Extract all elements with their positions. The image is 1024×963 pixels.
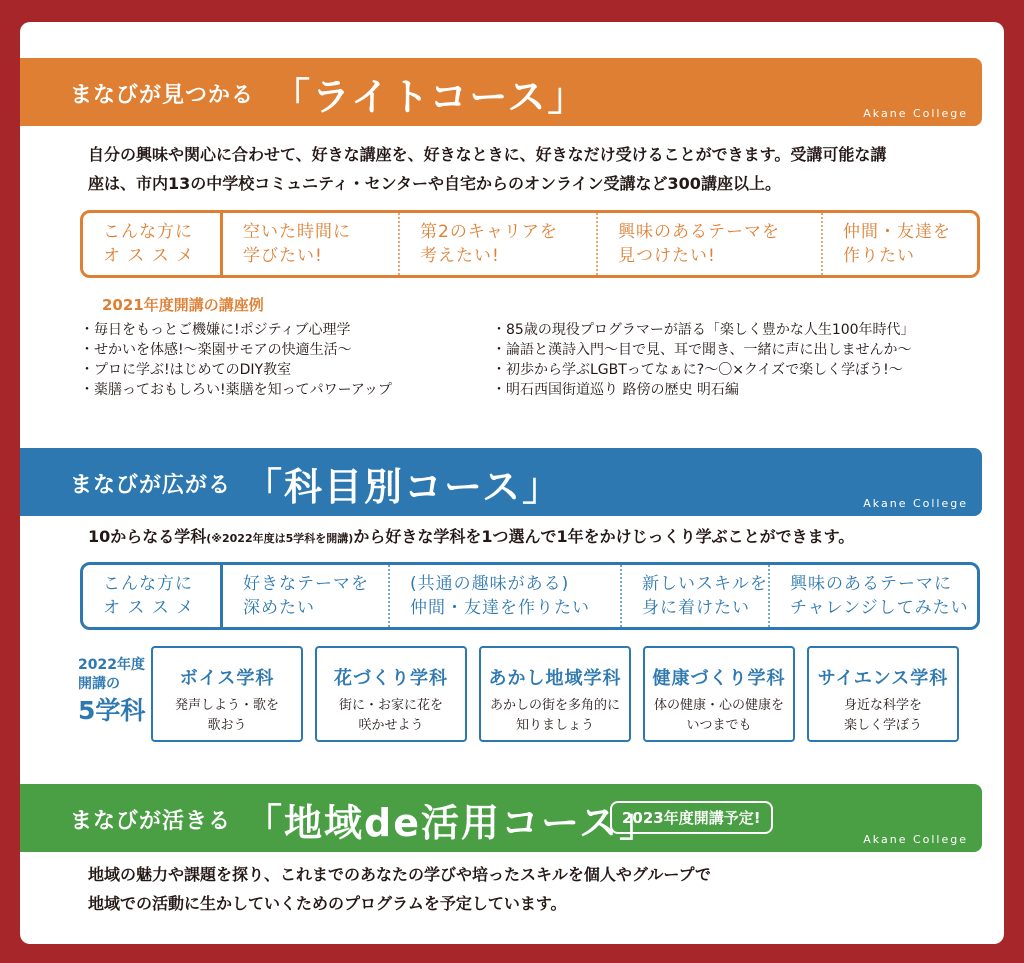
light-recommend-box	[80, 210, 980, 278]
list-item: ・薬膳っておもしろい!薬膳を知ってパワーアップ	[80, 382, 392, 398]
local-desc-line1: 地域の魅力や課題を探り、これまでのあなたの学びや培ったスキルを個人やグループで	[88, 865, 712, 884]
local-course-lead: まなびが活きる	[70, 809, 232, 834]
recommend-header: こんな方に オ ス ス メ	[83, 565, 223, 627]
subject-recommend-box	[80, 562, 980, 630]
subjects-label: 2022年度 開講の 5学科	[78, 657, 146, 725]
light-course-lead: まなびが見つかる	[70, 83, 255, 108]
recommend-item: 興味のあるテーマに チャレンジしてみたい	[768, 565, 977, 627]
recommend-item: 仲間・友達を 作りたい	[821, 213, 977, 275]
schedule-badge: 2023年度開講予定!	[610, 801, 773, 834]
subject-course-brand: Akane College	[863, 497, 968, 510]
list-item: ・85歳の現役プログラマーが語る「楽しく豊かな人生100年時代」	[492, 322, 915, 338]
recommend-item: 新しいスキルを 身に着けたい	[620, 565, 768, 627]
local-course-description	[88, 860, 711, 918]
subject-card-akashi: あかし地域学科 あかしの街を多角的に 知りましょう	[479, 646, 631, 742]
list-item: ・初歩から学ぶLGBTってなぁに?〜〇×クイズで楽しく学ぼう!〜	[492, 362, 903, 378]
recommend-header: こんな方に オ ス ス メ	[83, 213, 223, 275]
list-item: ・論語と漢詩入門〜目で見、耳で聞き、一緒に声に出しませんか〜	[492, 342, 912, 358]
subject-card-science: サイエンス学科 身近な科学を 楽しく学ぼう	[807, 646, 959, 742]
local-course-brand: Akane College	[863, 833, 968, 846]
subject-card-health: 健康づくり学科 体の健康・心の健康を いつまでも	[643, 646, 795, 742]
subject-course-banner	[20, 448, 982, 516]
list-item: ・せかいを体感!〜楽園サモアの快適生活〜	[80, 342, 352, 358]
recommend-item: 第2のキャリアを 考えたい!	[398, 213, 596, 275]
subject-card-flower: 花づくり学科 街に・お家に花を 咲かせよう	[315, 646, 467, 742]
light-desc-line1: 自分の興味や関心に合わせて、好きな講座を、好きなときに、好きなだけ受けることができます。受講可能な講	[88, 145, 887, 164]
examples-title: 2021年度開講の講座例	[102, 296, 264, 314]
light-course-description	[88, 140, 886, 198]
subject-card-voice: ボイス学科 発声しよう・歌を 歌おう	[151, 646, 303, 742]
light-course-banner	[20, 58, 982, 126]
recommend-item: 興味のあるテーマを 見つけたい!	[596, 213, 821, 275]
recommend-item: 空いた時間に 学びたい!	[243, 222, 351, 266]
subject-course-lead: まなびが広がる	[70, 473, 232, 498]
light-desc-line2: 座は、市内13の中学校コミュニティ・センターや自宅からのオンライン受講など300講座以上。	[88, 174, 781, 193]
examples-list-right	[492, 320, 915, 400]
content-card	[20, 22, 1004, 944]
local-course-banner	[20, 784, 982, 852]
list-item: ・明石西国街道巡り 路傍の歴史 明石編	[492, 382, 739, 398]
recommend-item: 好きなテーマを 深めたい	[243, 574, 369, 618]
local-desc-line2: 地域での活動に生かしていくためのプログラムを予定しています。	[88, 894, 567, 913]
subject-desc-note: (※2022年度は5学科を開講)	[206, 532, 354, 545]
list-item: ・毎日をもっとご機嫌に!ポジティブ心理学	[80, 322, 351, 338]
subject-course-description: 10からなる学科(※2022年度は5学科を開講)から好きな学科を1つ選んで1年をかけじっくり学ぶことができます。	[88, 527, 855, 546]
local-course-title: 「地域de活用コース」	[244, 801, 660, 845]
light-course-brand: Akane College	[863, 107, 968, 120]
subject-course-title: 「科目別コース」	[244, 465, 563, 509]
recommend-item: (共通の趣味がある) 仲間・友達を作りたい	[388, 565, 620, 627]
list-item: ・プロに学ぶ!はじめてのDIY教室	[80, 362, 292, 378]
light-course-title: 「ライトコース」	[272, 75, 588, 119]
examples-list-left	[80, 320, 392, 400]
